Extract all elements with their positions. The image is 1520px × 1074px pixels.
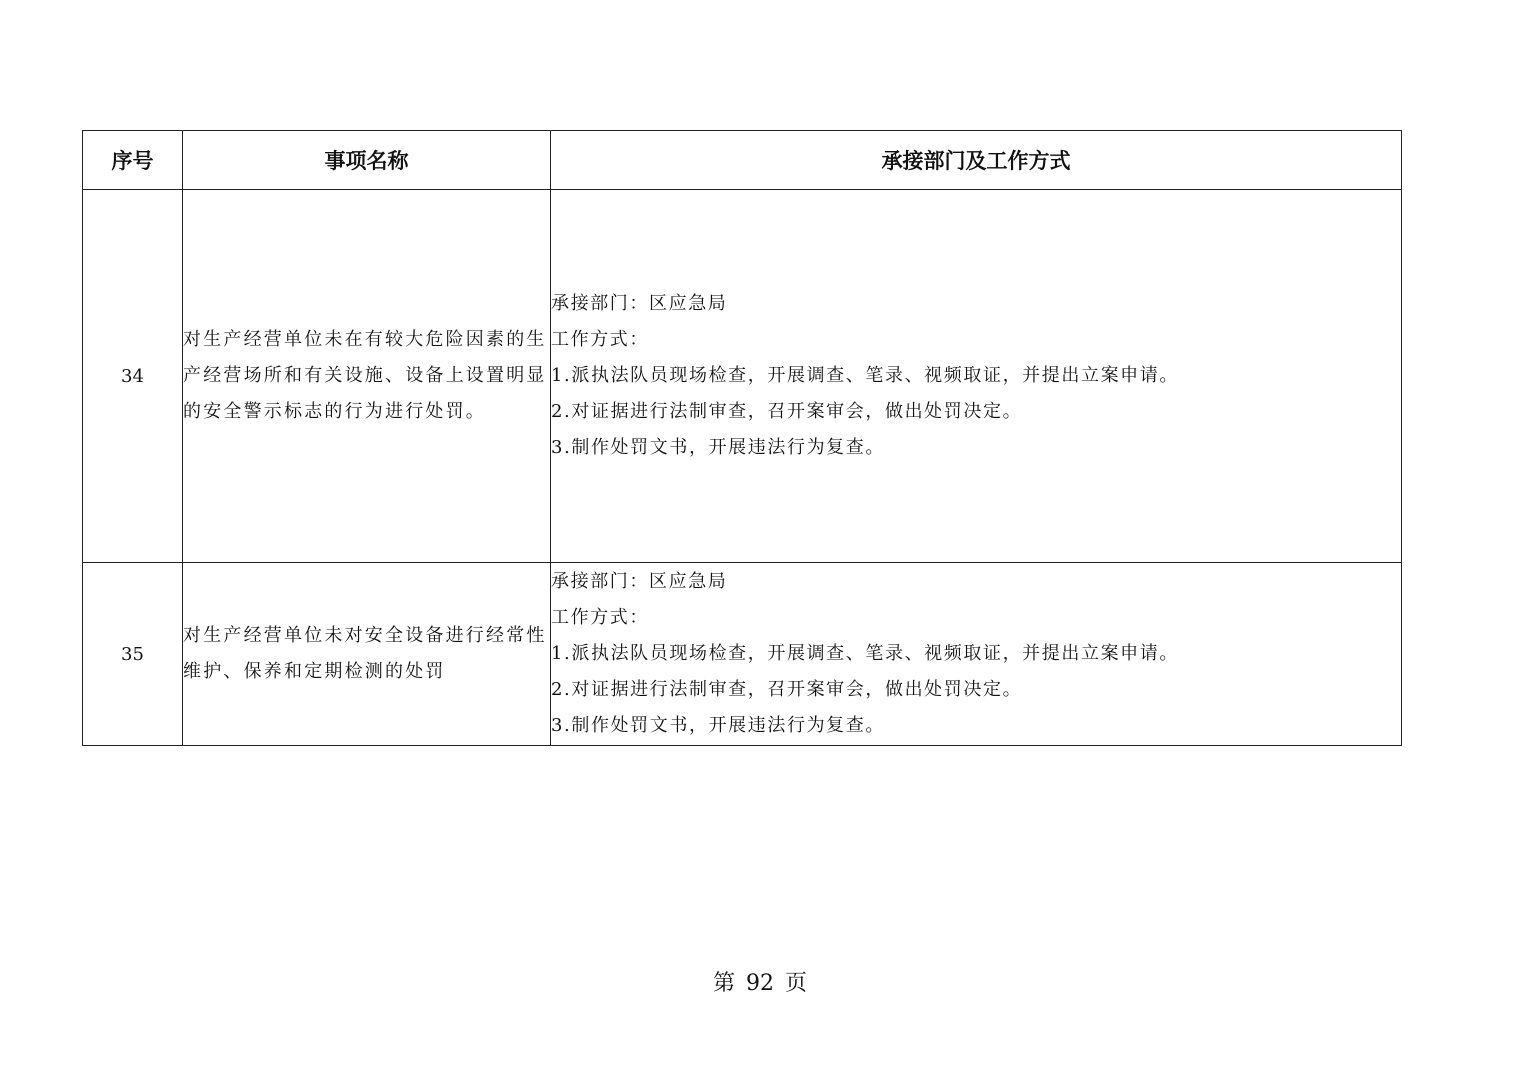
work-step-2: 2.对证据进行法制审查，召开案审会，做出处罚决定。 [551, 679, 1023, 700]
work-step-3: 3.制作处罚文书，开展违法行为复查。 [551, 715, 885, 736]
work-step-1: 1.派执法队员现场检查，开展调查、笔录、视频取证，并提出立案申请。 [551, 365, 1179, 386]
table-row [83, 563, 1402, 746]
table-header [83, 131, 1402, 190]
work-step-1: 1.派执法队员现场检查，开展调查、笔录、视频取证，并提出立案申请。 [551, 643, 1179, 664]
header-matter-name: 事项名称 [183, 131, 551, 190]
department-method-cell [551, 190, 1402, 563]
serial-number-cell: 34 [83, 190, 183, 563]
work-method-label: 工作方式： [551, 329, 649, 350]
matter-name-cell: 对生产经营单位未在有较大危险因素的生产经营场所和有关设施、设备上设置明显的安全警示标志的行为进行处罚。 [183, 190, 551, 563]
matter-name-cell: 对生产经营单位未对安全设备进行经常性维护、保养和定期检测的处罚 [183, 563, 551, 746]
table-row [83, 190, 1402, 563]
work-step-3: 3.制作处罚文书，开展违法行为复查。 [551, 437, 885, 458]
department-line: 承接部门：区应急局 [551, 293, 728, 314]
table-body [83, 190, 1402, 746]
header-department-and-method: 承接部门及工作方式 [551, 131, 1402, 190]
department-line: 承接部门：区应急局 [551, 571, 728, 592]
work-method-label: 工作方式： [551, 607, 649, 628]
work-step-2: 2.对证据进行法制审查，召开案审会，做出处罚决定。 [551, 401, 1023, 422]
department-method-cell [551, 563, 1402, 746]
page-number: 第 92 页 [713, 971, 807, 996]
header-row [83, 131, 1402, 190]
matters-table [82, 130, 1402, 746]
serial-number-cell: 35 [83, 563, 183, 746]
header-serial-number: 序号 [83, 131, 183, 190]
